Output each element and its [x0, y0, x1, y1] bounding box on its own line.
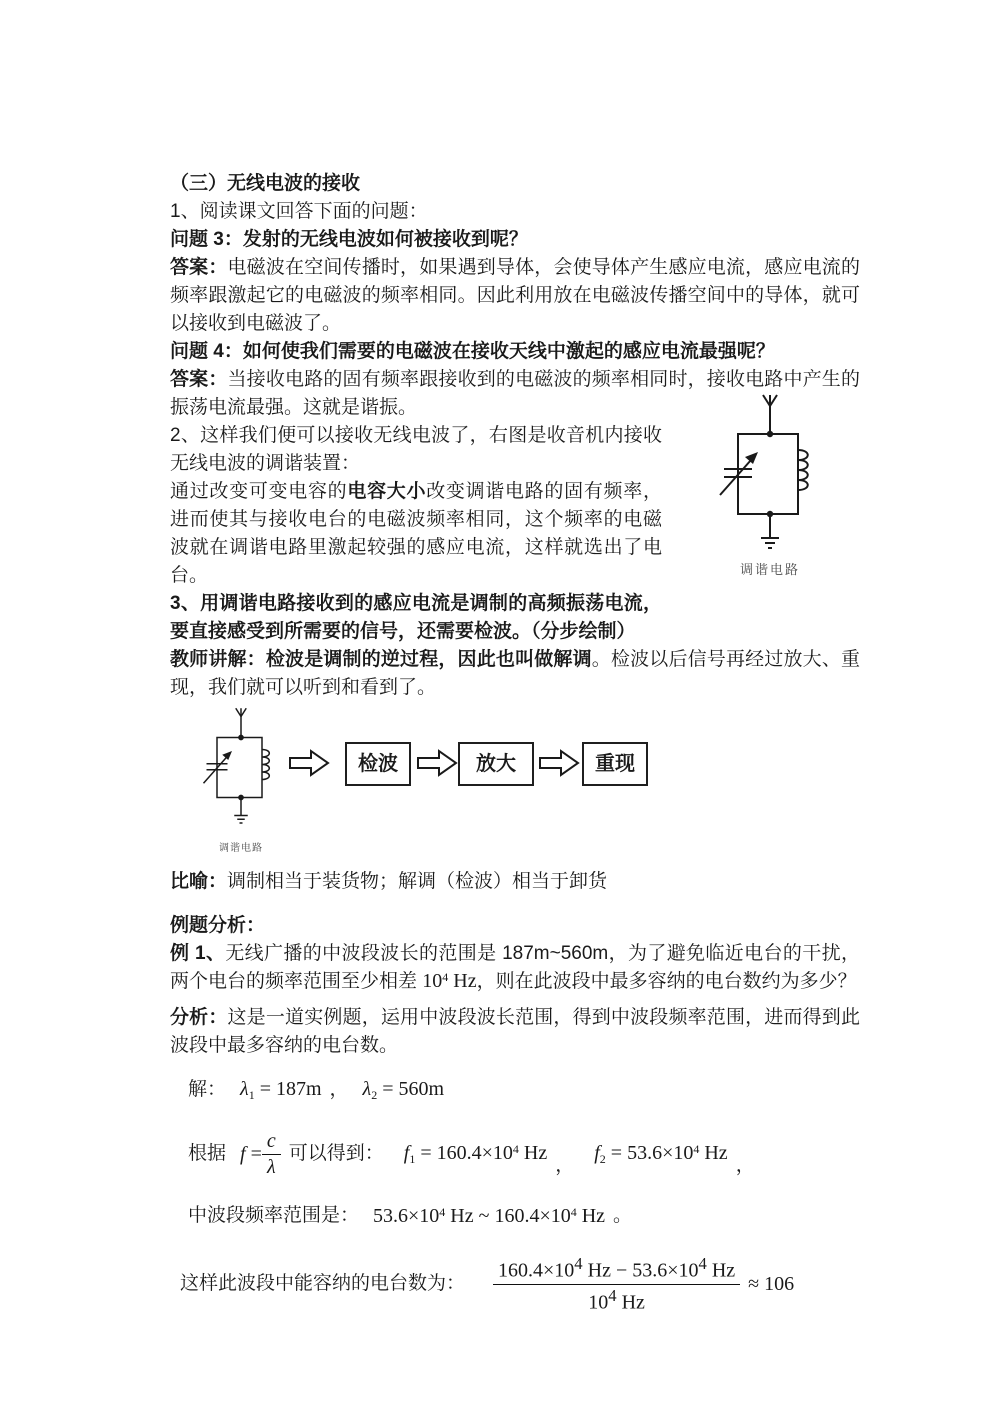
example-1-text-a: 无线广播的中波段波长的范围是 187m~560m，为了避免临近电台的干扰，两个电台的频率范围至少相差: [170, 943, 860, 992]
example-1-label: 例 1、: [170, 943, 226, 964]
analysis-label: 分析：: [170, 1007, 228, 1028]
teacher-note-bold: 教师讲解：检波是调制的逆过程，因此也叫做解调: [170, 649, 592, 670]
formula-unit: Hz: [699, 1141, 728, 1164]
formula-value: = 560m: [377, 1077, 445, 1100]
formula-station-count: [493, 1254, 740, 1314]
answer-3-text: 电磁波在空间传播时，如果遇到导体，会使导体产生感应电流，感应电流的频率跟激起它的电磁波的频率相同。因此利用放在电磁波传播空间中的导体，就可以接收到电磁波了。: [170, 257, 860, 334]
station-count-label: 这样此波段中能容纳的电台数为：: [180, 1273, 466, 1295]
example-1-text-b: ，则在此波段中最多容纳的电台数约为多少？: [476, 971, 857, 992]
antenna-icon: [236, 708, 247, 737]
formula-unit: Hz: [576, 1204, 606, 1227]
document-content: [170, 170, 860, 1314]
formula-f-equals-c-over-lambda: [240, 1144, 262, 1165]
example-analysis-heading: 例题分析：: [170, 915, 266, 936]
solution-line-1: [170, 1076, 860, 1104]
demodulation-flow-diagram: [170, 706, 860, 854]
formula-subscript: 1: [248, 1087, 255, 1102]
question-4: 问题 4：如何使我们需要的电磁波在接收天线中激起的感应电流最强呢？: [170, 341, 775, 362]
tuning-circuit-figure-small: [192, 706, 290, 863]
example-1: [170, 940, 860, 996]
formula-f1: [404, 1143, 547, 1166]
station-count-result: ≈ 106: [748, 1272, 795, 1295]
formula-exponent: 4: [574, 1254, 583, 1273]
formula-exponent: 4: [442, 970, 449, 984]
flow-step-detection: 检波: [345, 742, 411, 786]
paragraph-3: [170, 478, 662, 590]
formula-symbol: f: [594, 1141, 600, 1164]
flow-arrow-icon: [416, 748, 458, 778]
comma: ，: [329, 1079, 349, 1100]
flow-step-amplification: 放大: [458, 742, 534, 786]
paragraph-4: 3、用调谐电路接收到的感应电流是调制的高频振荡电流，要直接感受到所需要的信号，还需要检波。（分步绘制）: [170, 593, 662, 642]
paragraph-3-post: 改变调谐电路的固有频率，进而使其与接收电台的电磁波频率相同，这个频率的电磁波就在调谐电路里激起较强的感应电流，这样就选出了电台。: [170, 481, 662, 586]
flow-step-reproduction: 重现: [582, 742, 648, 786]
formula-c-over-lambda-fraction: [262, 1130, 281, 1179]
question-3: 问题 3：发射的无线电波如何被接收到呢？: [170, 229, 528, 250]
tuning-circuit-diagram-small: [196, 706, 286, 826]
formula-exponent: 4: [693, 1141, 700, 1156]
formula-value: = 53.6×10: [605, 1141, 694, 1164]
analysis-text: 这是一道实例题，运用中波段波长范围，得到中波段频率范围，进而得到此波段中最多容纳的电台数。: [170, 1007, 860, 1056]
fraction-numerator: 160.4×10: [498, 1259, 575, 1282]
fraction-numerator: c: [266, 1129, 276, 1152]
equals-sign: =: [245, 1142, 262, 1165]
formula-exponent: 4: [439, 1204, 446, 1219]
metaphor-text: 调制相当于装货物；解调（检波）相当于卸货: [227, 871, 608, 892]
given-label: 根据: [188, 1143, 227, 1164]
page-title: （三）无线电波的接收: [170, 173, 361, 194]
answer-label: 答案：: [170, 257, 228, 278]
teacher-note: [170, 646, 860, 702]
solution-line-2: [170, 1128, 860, 1180]
formula-ten-to-4-hz: [422, 970, 476, 992]
teacher-note-rest: 。检波以后信号再经过放大、重现，我们就可以听到和看到了。: [170, 649, 860, 698]
answer-label: 答案：: [170, 369, 228, 390]
formula-value: = 160.4×10: [415, 1141, 513, 1164]
formula-value: = 187m: [254, 1077, 322, 1100]
fraction-denominator: 10: [588, 1291, 609, 1314]
formula-exponent: 4: [608, 1285, 617, 1305]
formula-symbol: λ: [240, 1077, 249, 1100]
solve-label: 解：: [188, 1079, 227, 1100]
tuning-circuit-caption: 调谐电路: [219, 843, 263, 854]
inductor-icon: [262, 750, 269, 780]
tuning-circuit-caption: 调谐电路: [739, 562, 800, 577]
formula-symbol: f: [403, 1141, 410, 1164]
formula-exponent: 4: [698, 1254, 707, 1273]
formula-value: 53.6×10: [373, 1204, 440, 1227]
intro-line: 1、阅读课文回答下面的问题：: [170, 201, 428, 222]
formula-subscript: 2: [371, 1087, 378, 1102]
paragraph-3-emphasis: 电容大小: [347, 481, 427, 502]
formula-f2: [594, 1143, 727, 1166]
formula-base: 10: [422, 970, 443, 992]
flow-arrow-icon: [538, 748, 580, 778]
formula-unit: Hz: [448, 970, 477, 992]
formula-lambda2: [363, 1079, 445, 1102]
formula-frequency-range: [373, 1206, 605, 1227]
answer-4: [170, 366, 860, 422]
formula-unit: Hz: [518, 1141, 548, 1164]
paragraph-3-pre: 通过改变可变电容的: [170, 481, 348, 502]
fraction-numerator: Hz − 53.6×10: [582, 1259, 699, 1282]
metaphor-line: [170, 868, 860, 896]
formula-symbol: f: [240, 1142, 246, 1165]
formula-exponent: 4: [512, 1141, 519, 1156]
comma: ，: [735, 1155, 755, 1176]
analysis-paragraph: [170, 1004, 860, 1060]
formula-symbol: λ: [362, 1077, 372, 1100]
formula-unit: Hz: [706, 1259, 736, 1282]
formula-value: Hz ~ 160.4×10: [445, 1204, 571, 1227]
comma: ，: [555, 1155, 575, 1176]
solution-line-4: [170, 1254, 860, 1314]
fraction-denominator: λ: [266, 1155, 276, 1178]
formula-subscript: 2: [599, 1151, 606, 1166]
answer-3: [170, 254, 860, 338]
ground-icon: [234, 798, 248, 824]
metaphor-label: 比喻：: [170, 871, 228, 892]
formula-subscript: 1: [409, 1151, 416, 1166]
derive-label: 可以得到：: [288, 1143, 384, 1164]
paragraph-2: 2、这样我们便可以接收无线电波了，右图是收音机内接收无线电波的调谐装置：: [170, 425, 662, 474]
range-label: 中波段频率范围是：: [188, 1205, 360, 1226]
period: 。: [613, 1205, 633, 1226]
solution-line-3: [170, 1202, 860, 1230]
answer-4-text: 当接收电路的固有频率跟接收到的电磁波的频率相同时，接收电路中产生的振荡电流最强。这就是谐振。: [170, 369, 860, 418]
formula-unit: Hz: [616, 1291, 645, 1314]
flow-arrow-icon: [288, 748, 330, 778]
formula-exponent: 4: [570, 1204, 577, 1219]
formula-lambda1: [240, 1079, 322, 1102]
